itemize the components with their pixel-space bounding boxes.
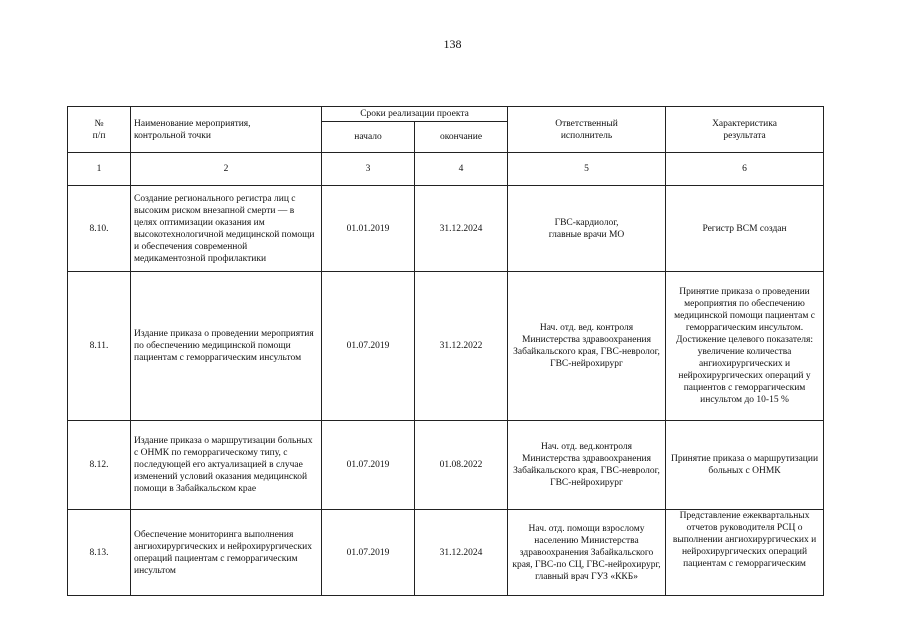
column-number: 6 [666, 153, 824, 186]
row-number: 8.10. [68, 186, 131, 272]
row-end-date: 01.08.2022 [415, 421, 508, 510]
row-number: 8.11. [68, 272, 131, 421]
row-number: 8.13. [68, 510, 131, 596]
row-activity-name: Создание регионального регистра лиц с высоким риском внезапной смерти — в целях оптимизации оказания им высокотехнологичной медицинской помощи и обеспечения современной медикаментозной профилактики [131, 186, 322, 272]
row-result: Регистр ВСМ создан [666, 186, 824, 272]
row-start-date: 01.07.2019 [322, 510, 415, 596]
row-end-date: 31.12.2024 [415, 510, 508, 596]
column-number-row [68, 153, 824, 186]
row-activity-name: Издание приказа о проведении мероприятия по обеспечению медицинской помощи пациентам с геморрагическим инсультом [131, 272, 322, 421]
row-responsible: Нач. отд. вед. контроля Министерства здравоохранения Забайкальского края, ГВС-невролог, ГВС-нейрохирург [508, 272, 666, 421]
row-start-date: 01.01.2019 [322, 186, 415, 272]
table-row [68, 510, 824, 596]
header-project-period: Сроки реализации проекта [322, 107, 508, 122]
header-number: № п/п [68, 107, 131, 153]
column-number: 3 [322, 153, 415, 186]
activities-table [67, 106, 824, 596]
header-result: Характеристика результата [666, 107, 824, 153]
page-number: 138 [443, 37, 462, 51]
row-end-date: 31.12.2022 [415, 272, 508, 421]
row-result: Принятие приказа о маршрутизации больных с ОНМК [666, 421, 824, 510]
header-start: начало [322, 122, 415, 153]
row-result: Представление ежеквартальных отчетов руководителя РСЦ о выполнении ангиохирургических и нейрохирургических операций пациентам с геморрагическим [666, 510, 824, 596]
row-result: Принятие приказа о проведении мероприятия по обеспечению медицинской помощи пациентам с геморрагическим инсультом. Достижение целевого показателя: увеличение количества ангиохирургических и нейрохирургических операций у пациентов с геморрагическим инсультом до 10-15 % [666, 272, 824, 421]
header-end: окончание [415, 122, 508, 153]
column-number: 2 [131, 153, 322, 186]
row-responsible: ГВС-кардиолог, главные врачи МО [508, 186, 666, 272]
table-row [68, 272, 824, 421]
header-activity-name: Наименование мероприятия, контрольной точки [131, 107, 322, 153]
column-number: 5 [508, 153, 666, 186]
row-activity-name: Обеспечение мониторинга выполнения ангиохирургических и нейрохирургических операций пациентам с геморрагическим инсультом [131, 510, 322, 596]
row-end-date: 31.12.2024 [415, 186, 508, 272]
row-responsible: Нач. отд. помощи взрослому населению Министерства здравоохранения Забайкальского края, ГВС-по СЦ, ГВС-нейрохирург, главный врач ГУЗ «ККБ» [508, 510, 666, 596]
row-start-date: 01.07.2019 [322, 421, 415, 510]
table-row [68, 186, 824, 272]
row-activity-name: Издание приказа о маршрутизации больных с ОНМК по геморрагическому типу, с последующей его актуализацией в случае изменений условий оказания медицинской помощи в Забайкальском крае [131, 421, 322, 510]
column-number: 1 [68, 153, 131, 186]
row-responsible: Нач. отд. вед.контроля Министерства здравоохранения Забайкальского края, ГВС-невролог, ГВС-нейрохирург [508, 421, 666, 510]
row-start-date: 01.07.2019 [322, 272, 415, 421]
header-responsible: Ответственный исполнитель [508, 107, 666, 153]
table-header-row [68, 107, 824, 122]
row-number: 8.12. [68, 421, 131, 510]
column-number: 4 [415, 153, 508, 186]
table-row [68, 421, 824, 510]
